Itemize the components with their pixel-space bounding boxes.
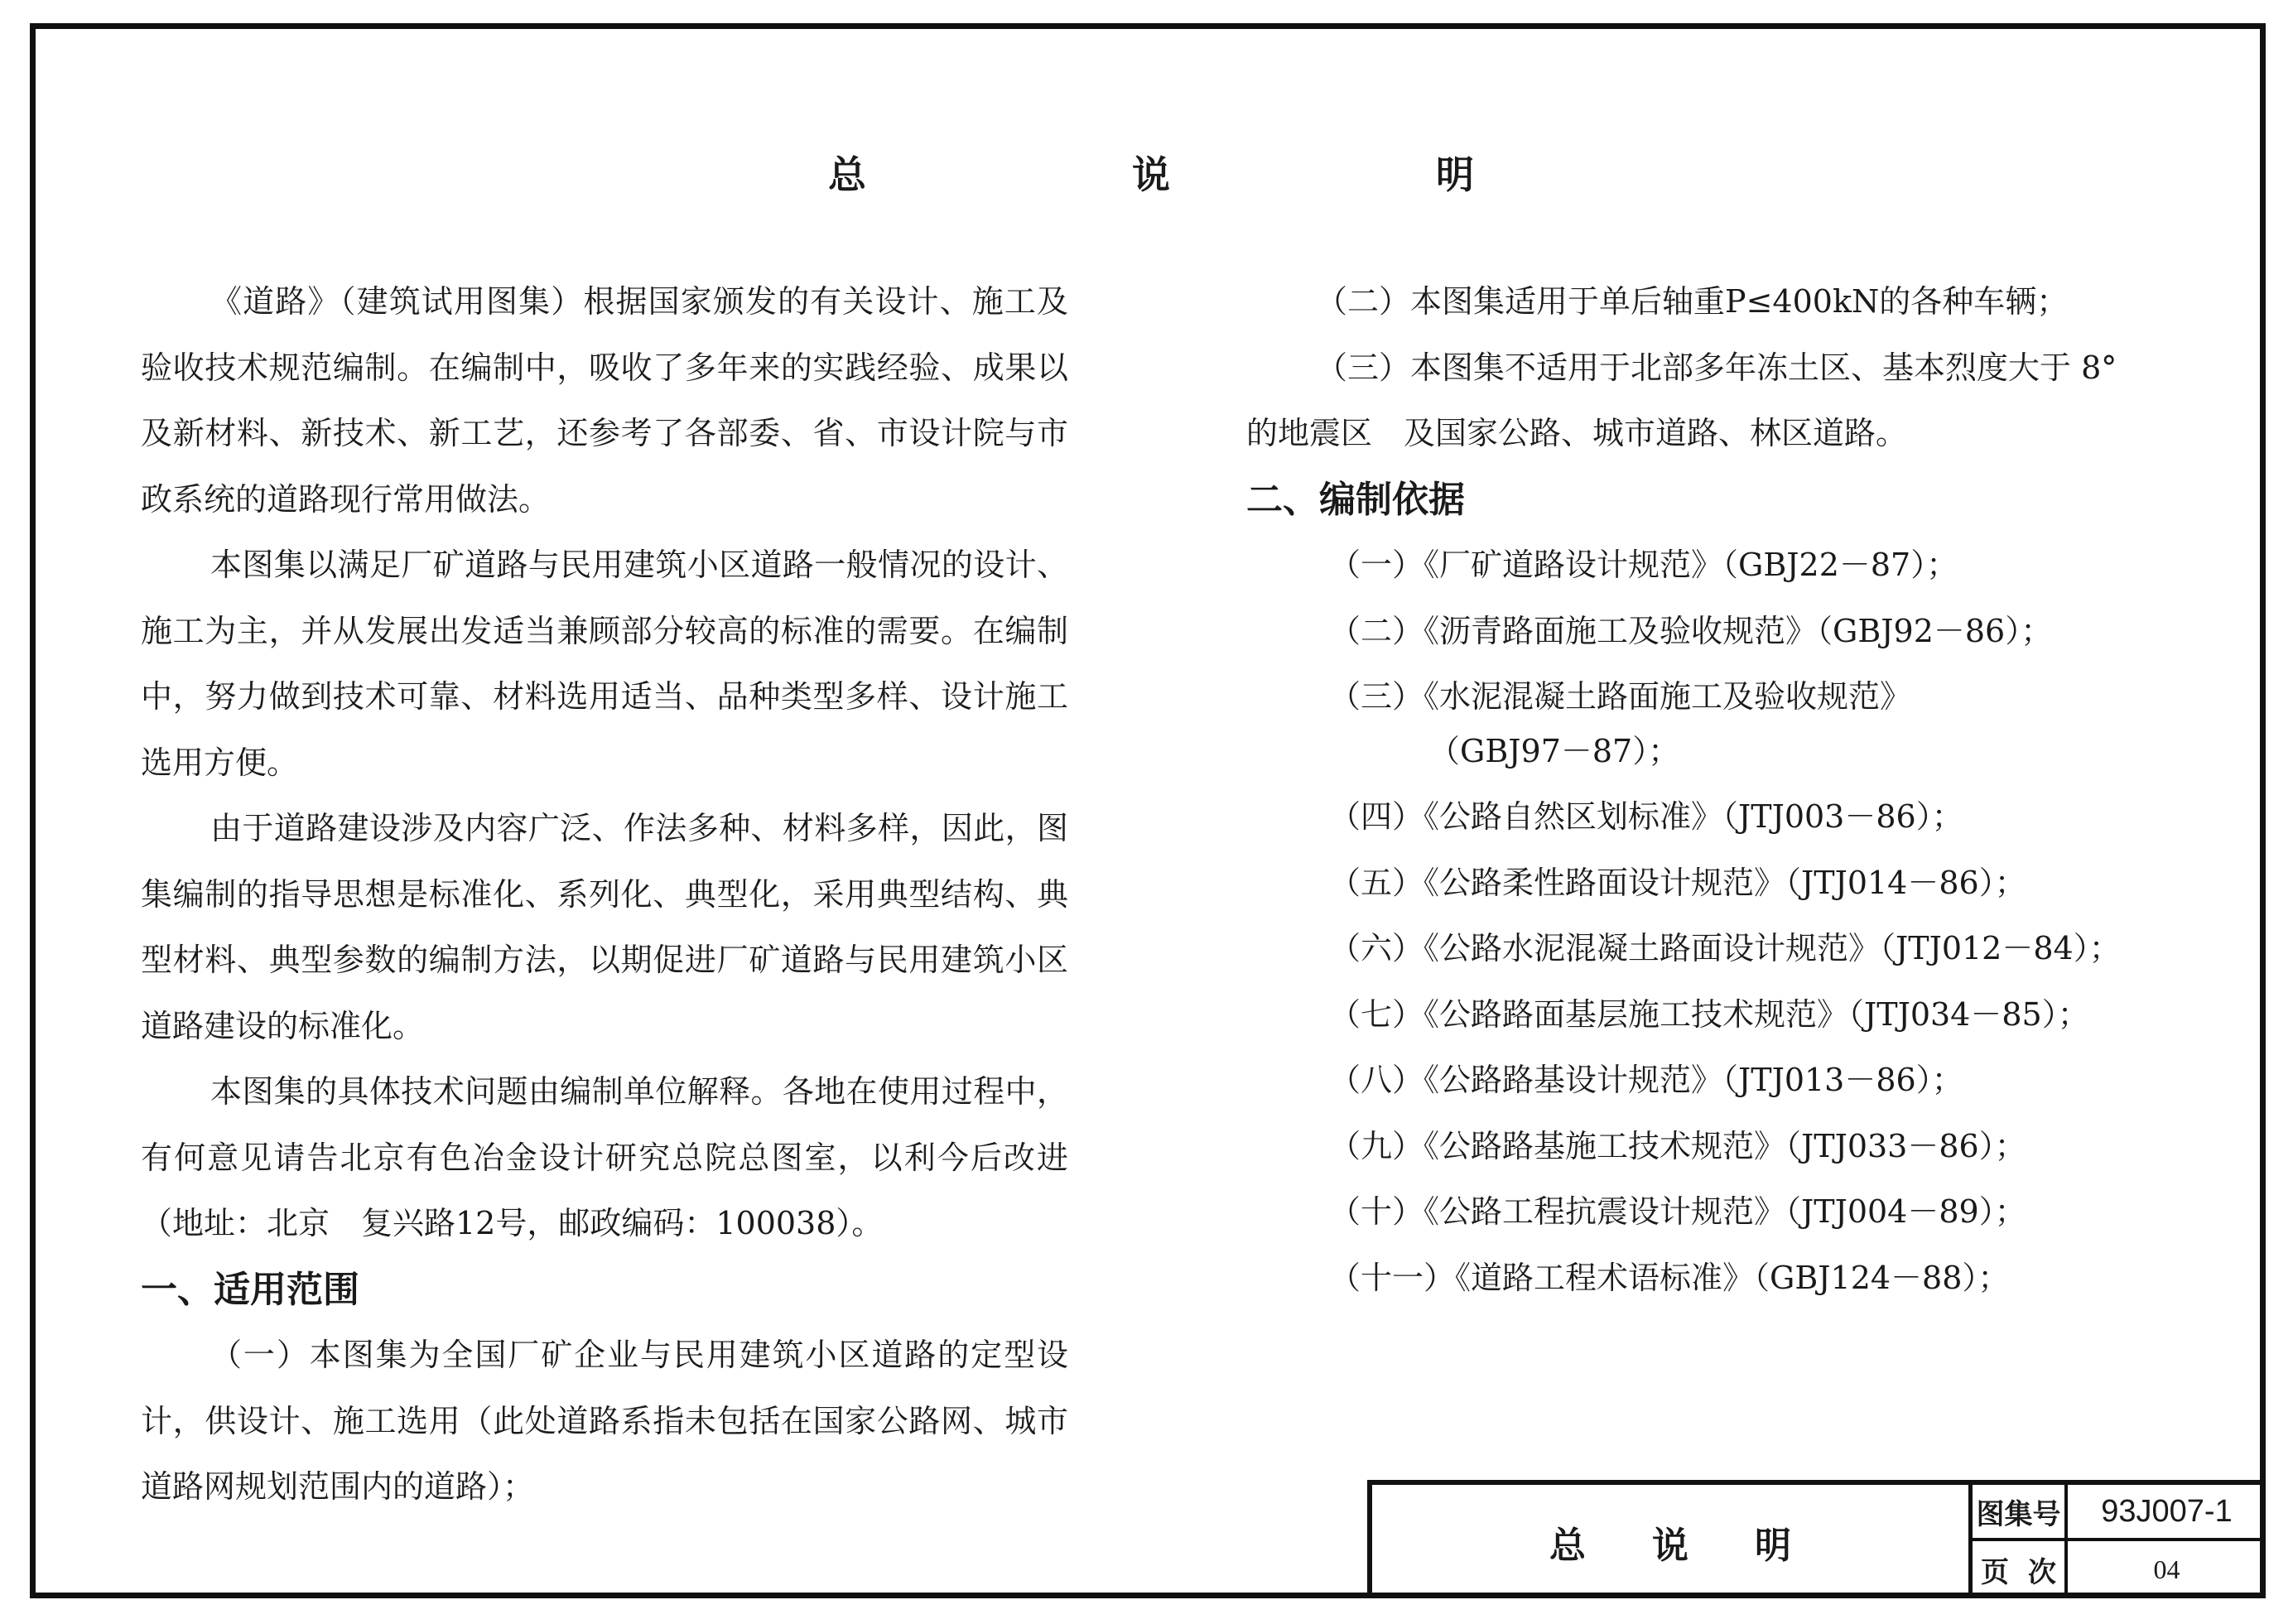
- atlas-number-row: [1973, 1485, 2266, 1541]
- intro-paragraph-4: 本图集的具体技术问题由编制单位解释。各地在使用过程中，有何意见请告北京有色冶金设计研究总院总图室，以利今后改进 （地址：北京 复兴路12号，邮政编码：100038）。: [141, 1073, 1101, 1241]
- section-1-item-2: （二）本图集适用于单后轴重P≤400kN的各种车辆；: [1316, 283, 2069, 320]
- reference-item: （五）《公路柔性路面设计规范》（JTJ014－86）；: [1329, 864, 2026, 901]
- page-title: [828, 145, 1474, 200]
- reference-list: [1246, 532, 2199, 1311]
- title-block-name-char-2: 说: [1652, 1524, 1688, 1567]
- section-1-item-1: （一）本图集为全国厂矿企业与民用建筑小区道路的定型设计，供设计、施工选用（此处道路系指未包括在国家公路网、城市道路网规划范围内的道路）；: [141, 1337, 1068, 1505]
- title-block-name-char-1: 总: [1549, 1524, 1586, 1567]
- title-block-info: [1973, 1485, 2266, 1598]
- section-1-item-3-line-1: （三）本图集不适用于北部多年冻土区、基本烈度大于 8°: [1316, 349, 2117, 386]
- reference-item: （九）《公路路基施工技术规范》（JTJ033－86）；: [1329, 1127, 2026, 1164]
- intro-paragraph-2: 本图集以满足厂矿道路与民用建筑小区道路一般情况的设计、施工为主，并从发展出发适当兼顾部分较高的标准的需要。在编制中，努力做到技术可靠、材料选用适当、品种类型多样、设计施工选用方便。: [141, 547, 1068, 781]
- reference-item: （六）《公路水泥混凝土路面设计规范》（JTJ012－84）；: [1329, 930, 2121, 966]
- right-column: [1246, 269, 2199, 1311]
- page-number-label-char-2: 次: [2028, 1556, 2056, 1589]
- reference-item: （一）《厂矿道路设计规范》（GBJ22－87）；: [1329, 547, 1958, 583]
- reference-item: （八）《公路路基设计规范》（JTJ013－86）；: [1329, 1062, 1963, 1098]
- intro-paragraph-1: 《道路》（建筑试用图集）根据国家颁发的有关设计、施工及验收技术规范编制。在编制中，吸收了多年来的实践经验、成果以及新材料、新技术、新工艺，还参考了各部委、省、市设计院与市政系统的道路现行常用做法。: [141, 283, 1068, 518]
- title-block-name: [1372, 1485, 1968, 1598]
- page-number-label-char-1: 页: [1981, 1556, 2009, 1589]
- page-number-label: [1973, 1541, 2068, 1598]
- intro-paragraph-3: 由于道路建设涉及内容广泛、作法多种、材料多样，因此，图集编制的指导思想是标准化、系列化、典型化，采用典型结构、典型材料、典型参数的编制方法，以期促进厂矿道路与民用建筑小区道路建设的标准化。: [141, 810, 1068, 1044]
- section-2-heading: 二、编制依据: [1246, 478, 1465, 521]
- atlas-number-value: 93J007-1: [2101, 1493, 2233, 1529]
- page-title-char-2: 说: [1132, 152, 1170, 197]
- page-number-value: 04: [2153, 1554, 2180, 1584]
- section-1-heading: 一、适用范围: [141, 1268, 359, 1311]
- page-number-row: [1973, 1541, 2266, 1598]
- reference-item: （七）《公路路面基层施工技术规范》（JTJ034－85）；: [1329, 995, 2089, 1033]
- reference-item-line-2: （GBJ97－87）；: [1428, 733, 1680, 769]
- left-column: [141, 269, 1101, 1520]
- reference-item: （四）《公路自然区划标准》（JTJ003－86）；: [1329, 798, 1963, 835]
- section-1-item-3-line-2: 的地震区 及国家公路、城市道路、林区道路。: [1246, 415, 1908, 451]
- reference-item: （十一）《道路工程术语标准》（GBJ124－88）；: [1329, 1259, 2010, 1296]
- reference-item-line-1: （三）《水泥混凝土路面施工及验收规范》: [1329, 678, 1912, 715]
- title-block: [1367, 1480, 2266, 1598]
- atlas-number-label: 图集号: [1973, 1485, 2068, 1538]
- reference-item: （二）《沥青路面施工及验收规范》（GBJ92－86）；: [1329, 612, 2053, 649]
- page-title-char-3: 明: [1436, 152, 1474, 197]
- reference-item: （十）《公路工程抗震设计规范》（JTJ004－89）；: [1329, 1193, 2026, 1230]
- title-block-name-char-3: 明: [1755, 1524, 1791, 1567]
- page-title-char-1: 总: [828, 152, 866, 197]
- reference-item: [1246, 664, 2199, 784]
